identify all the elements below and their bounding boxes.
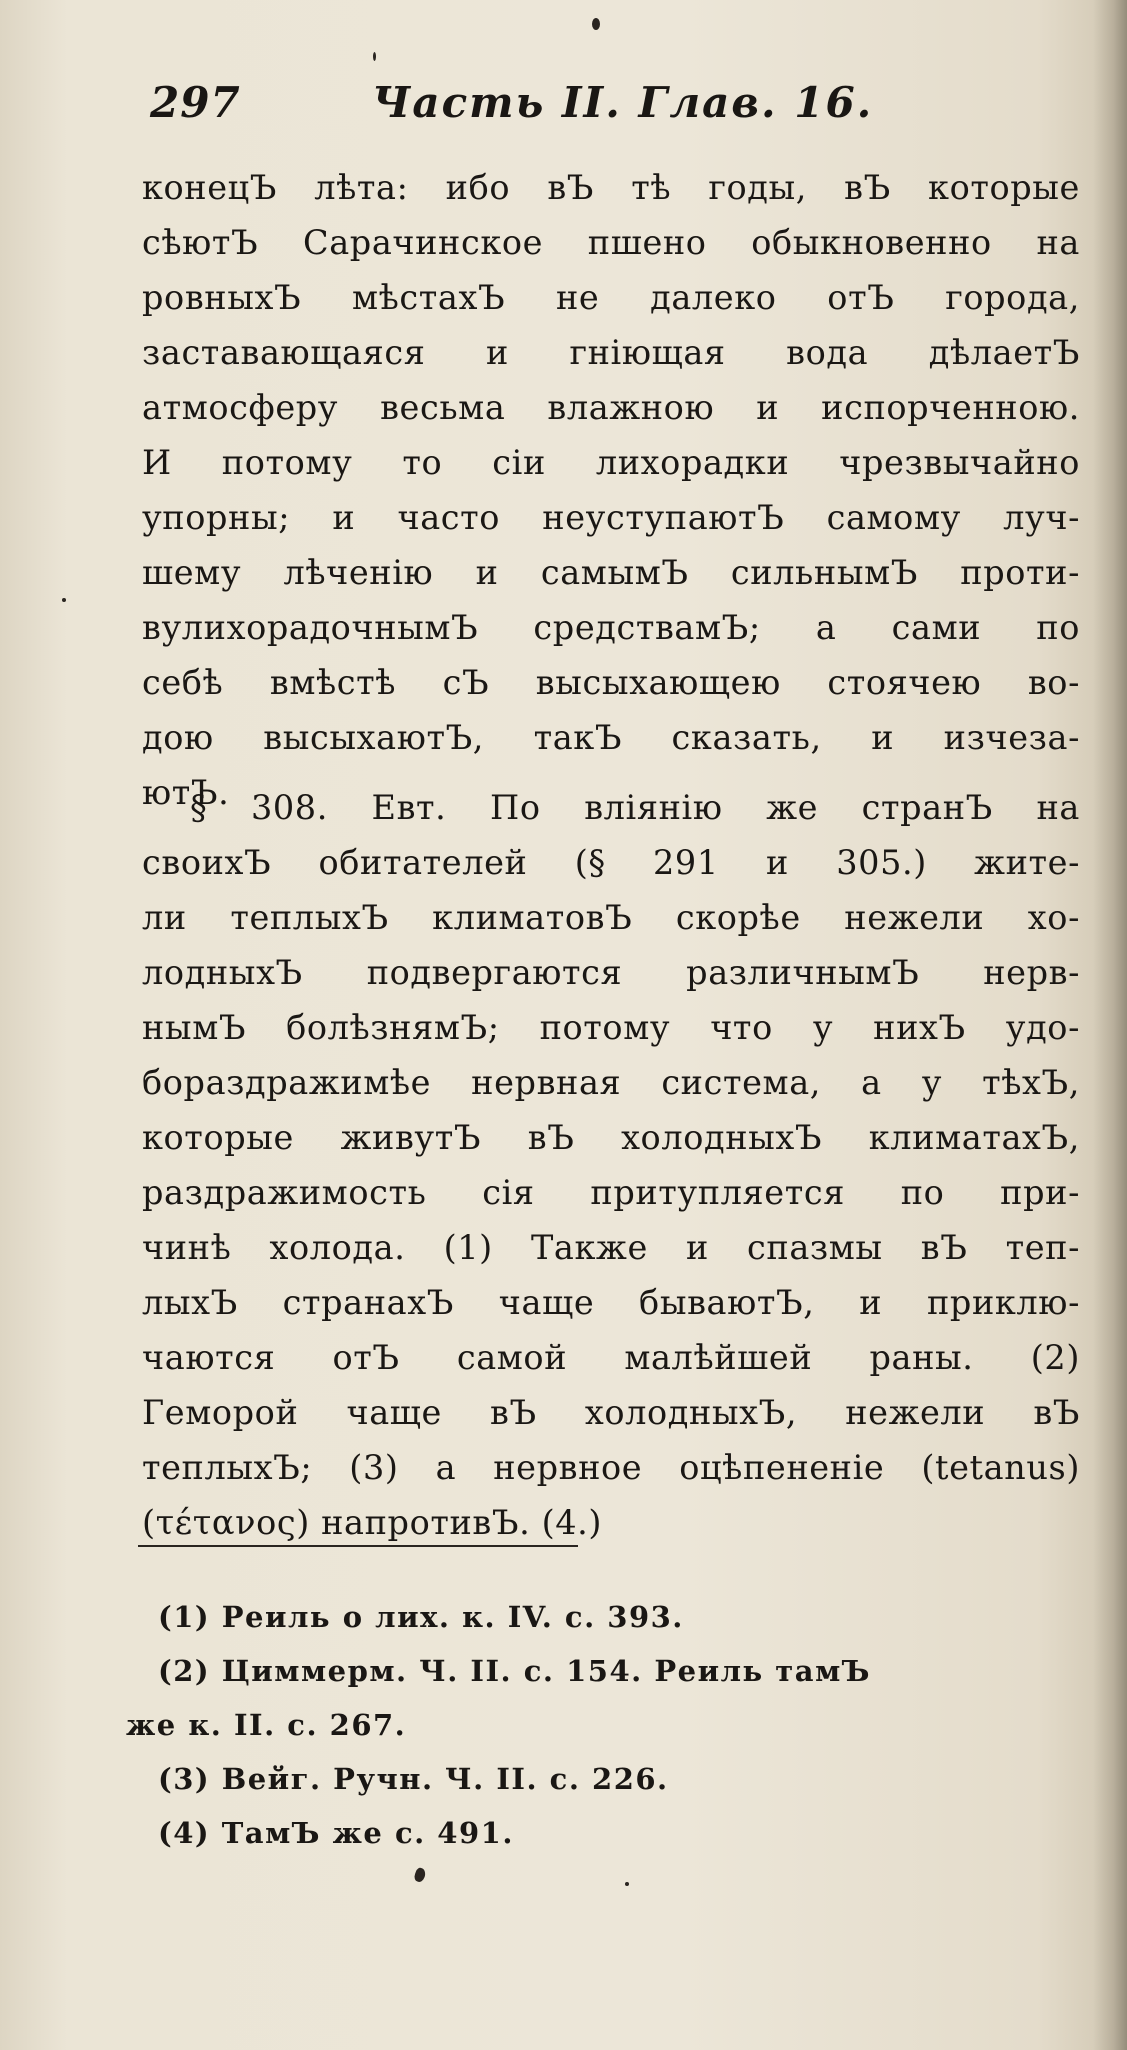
text-line: лодныхЪ подвергаются различнымЪ нерв- (142, 953, 1080, 992)
running-head: Часть II. Глав. 16. (372, 78, 874, 127)
text-line: бораздражимѣе нервная система, а у тѣхЪ, (142, 1063, 1080, 1102)
page-header (150, 78, 950, 148)
footnote-divider (138, 1545, 578, 1547)
ink-speck (62, 598, 66, 602)
ink-mark (413, 1867, 427, 1884)
text-line: теплыхЪ; (3) а нервное оцѣпененіе (tetanus) (142, 1448, 1080, 1487)
footnote-4: (4) ТамЪ же с. 491. (158, 1816, 514, 1850)
text-line: ли теплыхЪ климатовЪ скорѣе нежели хо- (142, 898, 1080, 937)
text-line: сѣютЪ Сарачинское пшено обыкновенно на (142, 223, 1080, 262)
text-line: И потому то сіи лихорадки чрезвычайно (142, 443, 1080, 482)
text-line: которые живутЪ вЪ холодныхЪ климатахЪ, (142, 1118, 1080, 1157)
text-line: упорны; и часто неуступаютЪ самому луч- (142, 498, 1080, 537)
text-line: конецЪ лѣта: ибо вЪ тѣ годы, вЪ которые (142, 168, 1080, 207)
page-number: 297 (150, 78, 241, 127)
page-edge-shadow (1093, 0, 1127, 2050)
footnote-1: (1) Реиль о лих. к. IV. с. 393. (158, 1600, 684, 1634)
paragraph-1 (142, 160, 1080, 820)
text-line: дою высыхаютЪ, такЪ сказать, и изчеза- (142, 718, 1080, 757)
text-line: себѣ вмѣстѣ сЪ высыхающею стоячею во- (142, 663, 1080, 702)
text-line: Геморой чаще вЪ холодныхЪ, нежели вЪ (142, 1393, 1080, 1432)
text-line: нымЪ болѣзнямЪ; потому что у нихЪ удо- (142, 1008, 1080, 1047)
text-line: лыхЪ странахЪ чаще бываютЪ, и приклю- (142, 1283, 1080, 1322)
footnote-2: (2) Циммерм. Ч. II. с. 154. Реиль тамЪ (158, 1654, 871, 1688)
text-line: (τέτανος) напротивЪ. (4.) (142, 1503, 603, 1542)
ink-speck (373, 52, 376, 61)
text-line: раздражимость сія притупляется по при- (142, 1173, 1080, 1212)
text-line: вулихорадочнымЪ средствамЪ; а сами по (142, 608, 1080, 647)
text-line: ровныхЪ мѣстахЪ не далеко отЪ города, (142, 278, 1080, 317)
footnote-2-continuation: же к. II. с. 267. (126, 1708, 407, 1742)
text-line: чинѣ холода. (1) Также и спазмы вЪ теп- (142, 1228, 1080, 1267)
text-line: чаются отЪ самой малѣйшей раны. (2) (142, 1338, 1080, 1377)
ink-speck (592, 18, 600, 30)
footnotes (126, 1590, 1078, 1860)
text-line: шему лѣченію и самымЪ сильнымЪ проти- (142, 553, 1080, 592)
paragraph-2 (142, 780, 1080, 1550)
ink-speck (625, 1882, 629, 1886)
text-line: заставающаяся и гніющая вода дѣлаетЪ (142, 333, 1080, 372)
text-line: § 308. Евт. По вліянію же странЪ на (190, 788, 1080, 827)
text-line: ютЪ. (142, 773, 230, 812)
footnote-3: (3) Вейг. Ручн. Ч. II. с. 226. (158, 1762, 669, 1796)
text-line: своихЪ обитателей (§ 291 и 305.) жите- (142, 843, 1080, 882)
text-line: атмосферу весьма влажною и испорченною. (142, 388, 1080, 427)
